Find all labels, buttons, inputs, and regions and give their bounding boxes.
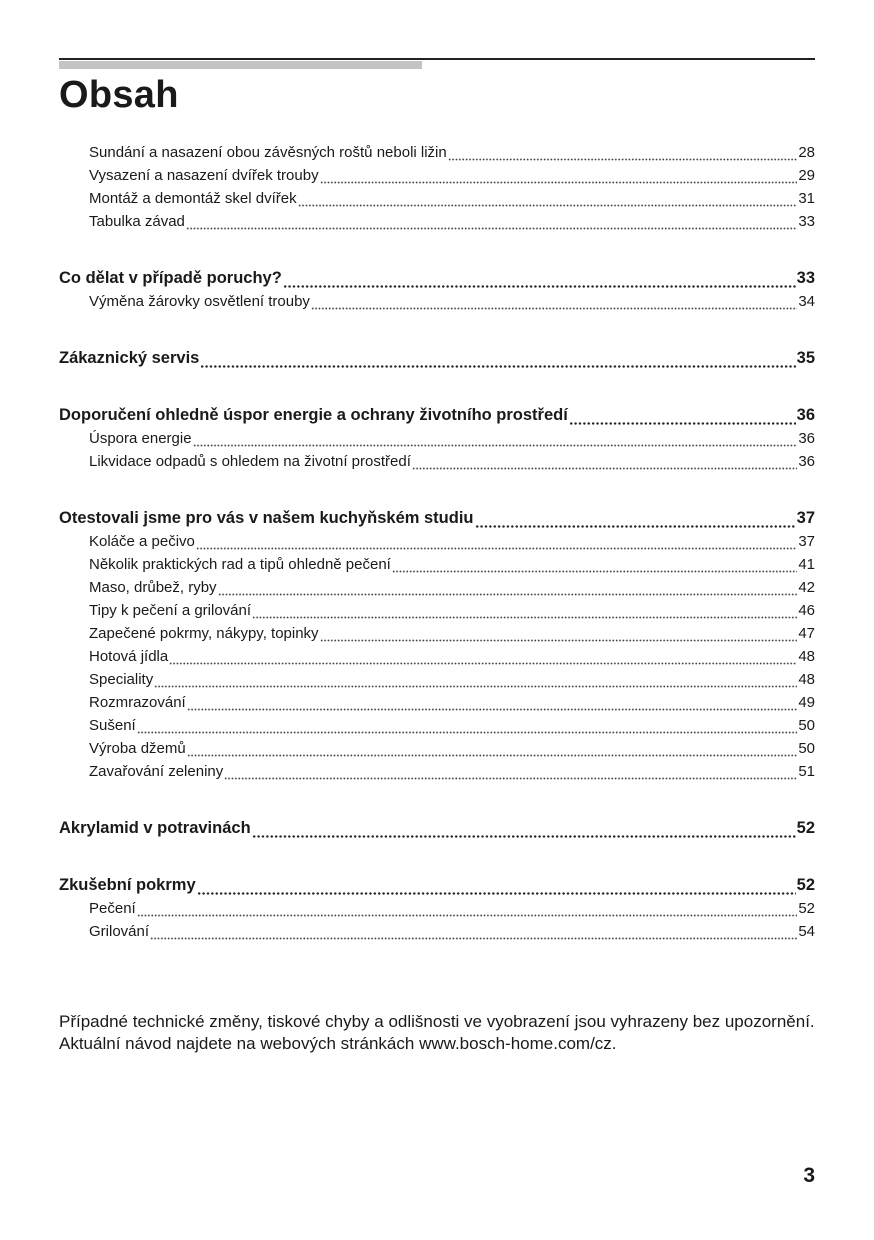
toc-entry[interactable]: [59, 897, 815, 920]
toc-entry-label: Likvidace odpadů s ohledem na životní prostředí: [89, 453, 411, 470]
dot-leader: [187, 691, 798, 714]
toc-entry[interactable]: [59, 760, 815, 783]
dot-leader: [200, 347, 795, 370]
toc-section: [59, 265, 815, 313]
table-of-contents: [59, 141, 815, 943]
toc-entry[interactable]: [59, 187, 815, 210]
toc-entry-page: 48: [798, 671, 815, 688]
toc-heading[interactable]: [59, 345, 815, 370]
toc-entry-page: 28: [798, 144, 815, 161]
dot-leader: [150, 920, 797, 943]
dot-leader: [311, 290, 797, 313]
dot-leader: [448, 141, 798, 164]
toc-entry[interactable]: [59, 553, 815, 576]
toc-heading-page: 33: [796, 269, 815, 287]
toc-entry[interactable]: [59, 530, 815, 553]
toc-heading-label: Akrylamid v potravinách: [59, 819, 251, 837]
toc-entry[interactable]: [59, 737, 815, 760]
toc-entry-page: 52: [798, 900, 815, 917]
toc-entry-label: Maso, drůbež, ryby: [89, 579, 217, 596]
dot-leader: [569, 404, 796, 427]
toc-entry-label: Koláče a pečivo: [89, 533, 195, 550]
dot-leader: [137, 897, 798, 920]
toc-section: [59, 141, 815, 233]
toc-entry-label: Úspora energie: [89, 430, 192, 447]
toc-entry[interactable]: [59, 427, 815, 450]
toc-heading[interactable]: [59, 402, 815, 427]
toc-entry-page: 54: [798, 923, 815, 940]
dot-leader: [412, 450, 797, 473]
toc-entry[interactable]: [59, 645, 815, 668]
dot-leader: [283, 267, 796, 290]
toc-section: [59, 872, 815, 943]
toc-entry[interactable]: [59, 668, 815, 691]
toc-section: [59, 815, 815, 840]
top-rule: [59, 58, 815, 60]
toc-entry[interactable]: [59, 599, 815, 622]
toc-heading-label: Zákaznický servis: [59, 349, 200, 367]
toc-entry-label: Pečení: [89, 900, 136, 917]
toc-section: [59, 345, 815, 370]
toc-entry-label: Výměna žárovky osvětlení trouby: [89, 293, 310, 310]
toc-entry-page: 47: [798, 625, 815, 642]
toc-entry[interactable]: [59, 622, 815, 645]
toc-entry-page: 31: [798, 190, 815, 207]
toc-entry-label: Zavařování zeleniny: [89, 763, 224, 780]
dot-leader: [187, 737, 798, 760]
dot-leader: [196, 530, 797, 553]
toc-entry-page: 50: [798, 740, 815, 757]
toc-entry-label: Montáž a demontáž skel dvířek: [89, 190, 297, 207]
toc-entry[interactable]: [59, 290, 815, 313]
toc-heading[interactable]: [59, 872, 815, 897]
toc-heading-label: Doporučení ohledně úspor energie a ochrany životního prostředí: [59, 406, 568, 424]
toc-heading-page: 35: [796, 349, 815, 367]
toc-entry-page: 29: [798, 167, 815, 184]
toc-entry-label: Výroba džemů: [89, 740, 186, 757]
toc-entry-page: 49: [798, 694, 815, 711]
toc-entry-label: Zapečené pokrmy, nákypy, topinky: [89, 625, 319, 642]
dot-leader: [392, 553, 797, 576]
dot-leader: [154, 668, 797, 691]
toc-entry-label: Tipy k pečení a grilování: [89, 602, 252, 619]
toc-heading-label: Co dělat v případě poruchy?: [59, 269, 282, 287]
toc-section: [59, 505, 815, 783]
toc-entry-label: Vysazení a nasazení dvířek trouby: [89, 167, 319, 184]
dot-leader: [298, 187, 798, 210]
toc-entry-page: 48: [798, 648, 815, 665]
toc-heading-page: 52: [796, 876, 815, 894]
toc-entry-page: 37: [798, 533, 815, 550]
toc-entry-page: 36: [798, 453, 815, 470]
toc-entry[interactable]: [59, 576, 815, 599]
toc-heading[interactable]: [59, 265, 815, 290]
toc-entry-label: Speciality: [89, 671, 154, 688]
disclaimer-note: Případné technické změny, tiskové chyby a odlišnosti ve vyobrazení jsou vyhrazeny bez upozornění. Aktuální návod najdete na webových stránkách www.bosch-home.com/cz.: [59, 1012, 815, 1053]
dot-leader: [224, 760, 797, 783]
dot-leader: [186, 210, 797, 233]
toc-entry-page: 41: [798, 556, 815, 573]
toc-entry-page: 42: [798, 579, 815, 596]
toc-entry-label: Sušení: [89, 717, 136, 734]
toc-heading[interactable]: [59, 505, 815, 530]
toc-heading-label: Zkušební pokrmy: [59, 876, 196, 894]
dot-leader: [252, 599, 797, 622]
dot-leader: [320, 164, 798, 187]
toc-heading-label: Otestovali jsme pro vás v našem kuchyňském studiu: [59, 509, 474, 527]
dot-leader: [137, 714, 798, 737]
page-title: Obsah: [59, 74, 179, 116]
toc-entry[interactable]: [59, 450, 815, 473]
dot-leader: [320, 622, 798, 645]
toc-entry[interactable]: [59, 691, 815, 714]
page-number: 3: [803, 1164, 815, 1187]
toc-heading[interactable]: [59, 815, 815, 840]
toc-heading-page: 36: [796, 406, 815, 424]
toc-entry-page: 46: [798, 602, 815, 619]
dot-leader: [218, 576, 798, 599]
toc-entry[interactable]: [59, 141, 815, 164]
dot-leader: [475, 507, 796, 530]
toc-entry-label: Hotová jídla: [89, 648, 169, 665]
dot-leader: [169, 645, 797, 668]
toc-section: [59, 402, 815, 473]
toc-entry-label: Sundání a nasazení obou závěsných roštů neboli ližin: [89, 144, 447, 161]
dot-leader: [252, 817, 796, 840]
header-gray-bar: [59, 61, 422, 69]
toc-entry[interactable]: [59, 164, 815, 187]
toc-entry-label: Grilování: [89, 923, 150, 940]
toc-entry[interactable]: [59, 210, 815, 233]
toc-entry[interactable]: [59, 714, 815, 737]
toc-entry-page: 36: [798, 430, 815, 447]
toc-entry-page: 50: [798, 717, 815, 734]
toc-heading-page: 52: [796, 819, 815, 837]
dot-leader: [197, 874, 796, 897]
toc-entry-label: Tabulka závad: [89, 213, 185, 230]
toc-entry-page: 34: [798, 293, 815, 310]
toc-entry-label: Rozmrazování: [89, 694, 186, 711]
toc-entry-page: 33: [798, 213, 815, 230]
dot-leader: [193, 427, 798, 450]
toc-entry-label: Několik praktických rad a tipů ohledně pečení: [89, 556, 391, 573]
toc-entry[interactable]: [59, 920, 815, 943]
toc-entry-page: 51: [798, 763, 815, 780]
toc-heading-page: 37: [796, 509, 815, 527]
